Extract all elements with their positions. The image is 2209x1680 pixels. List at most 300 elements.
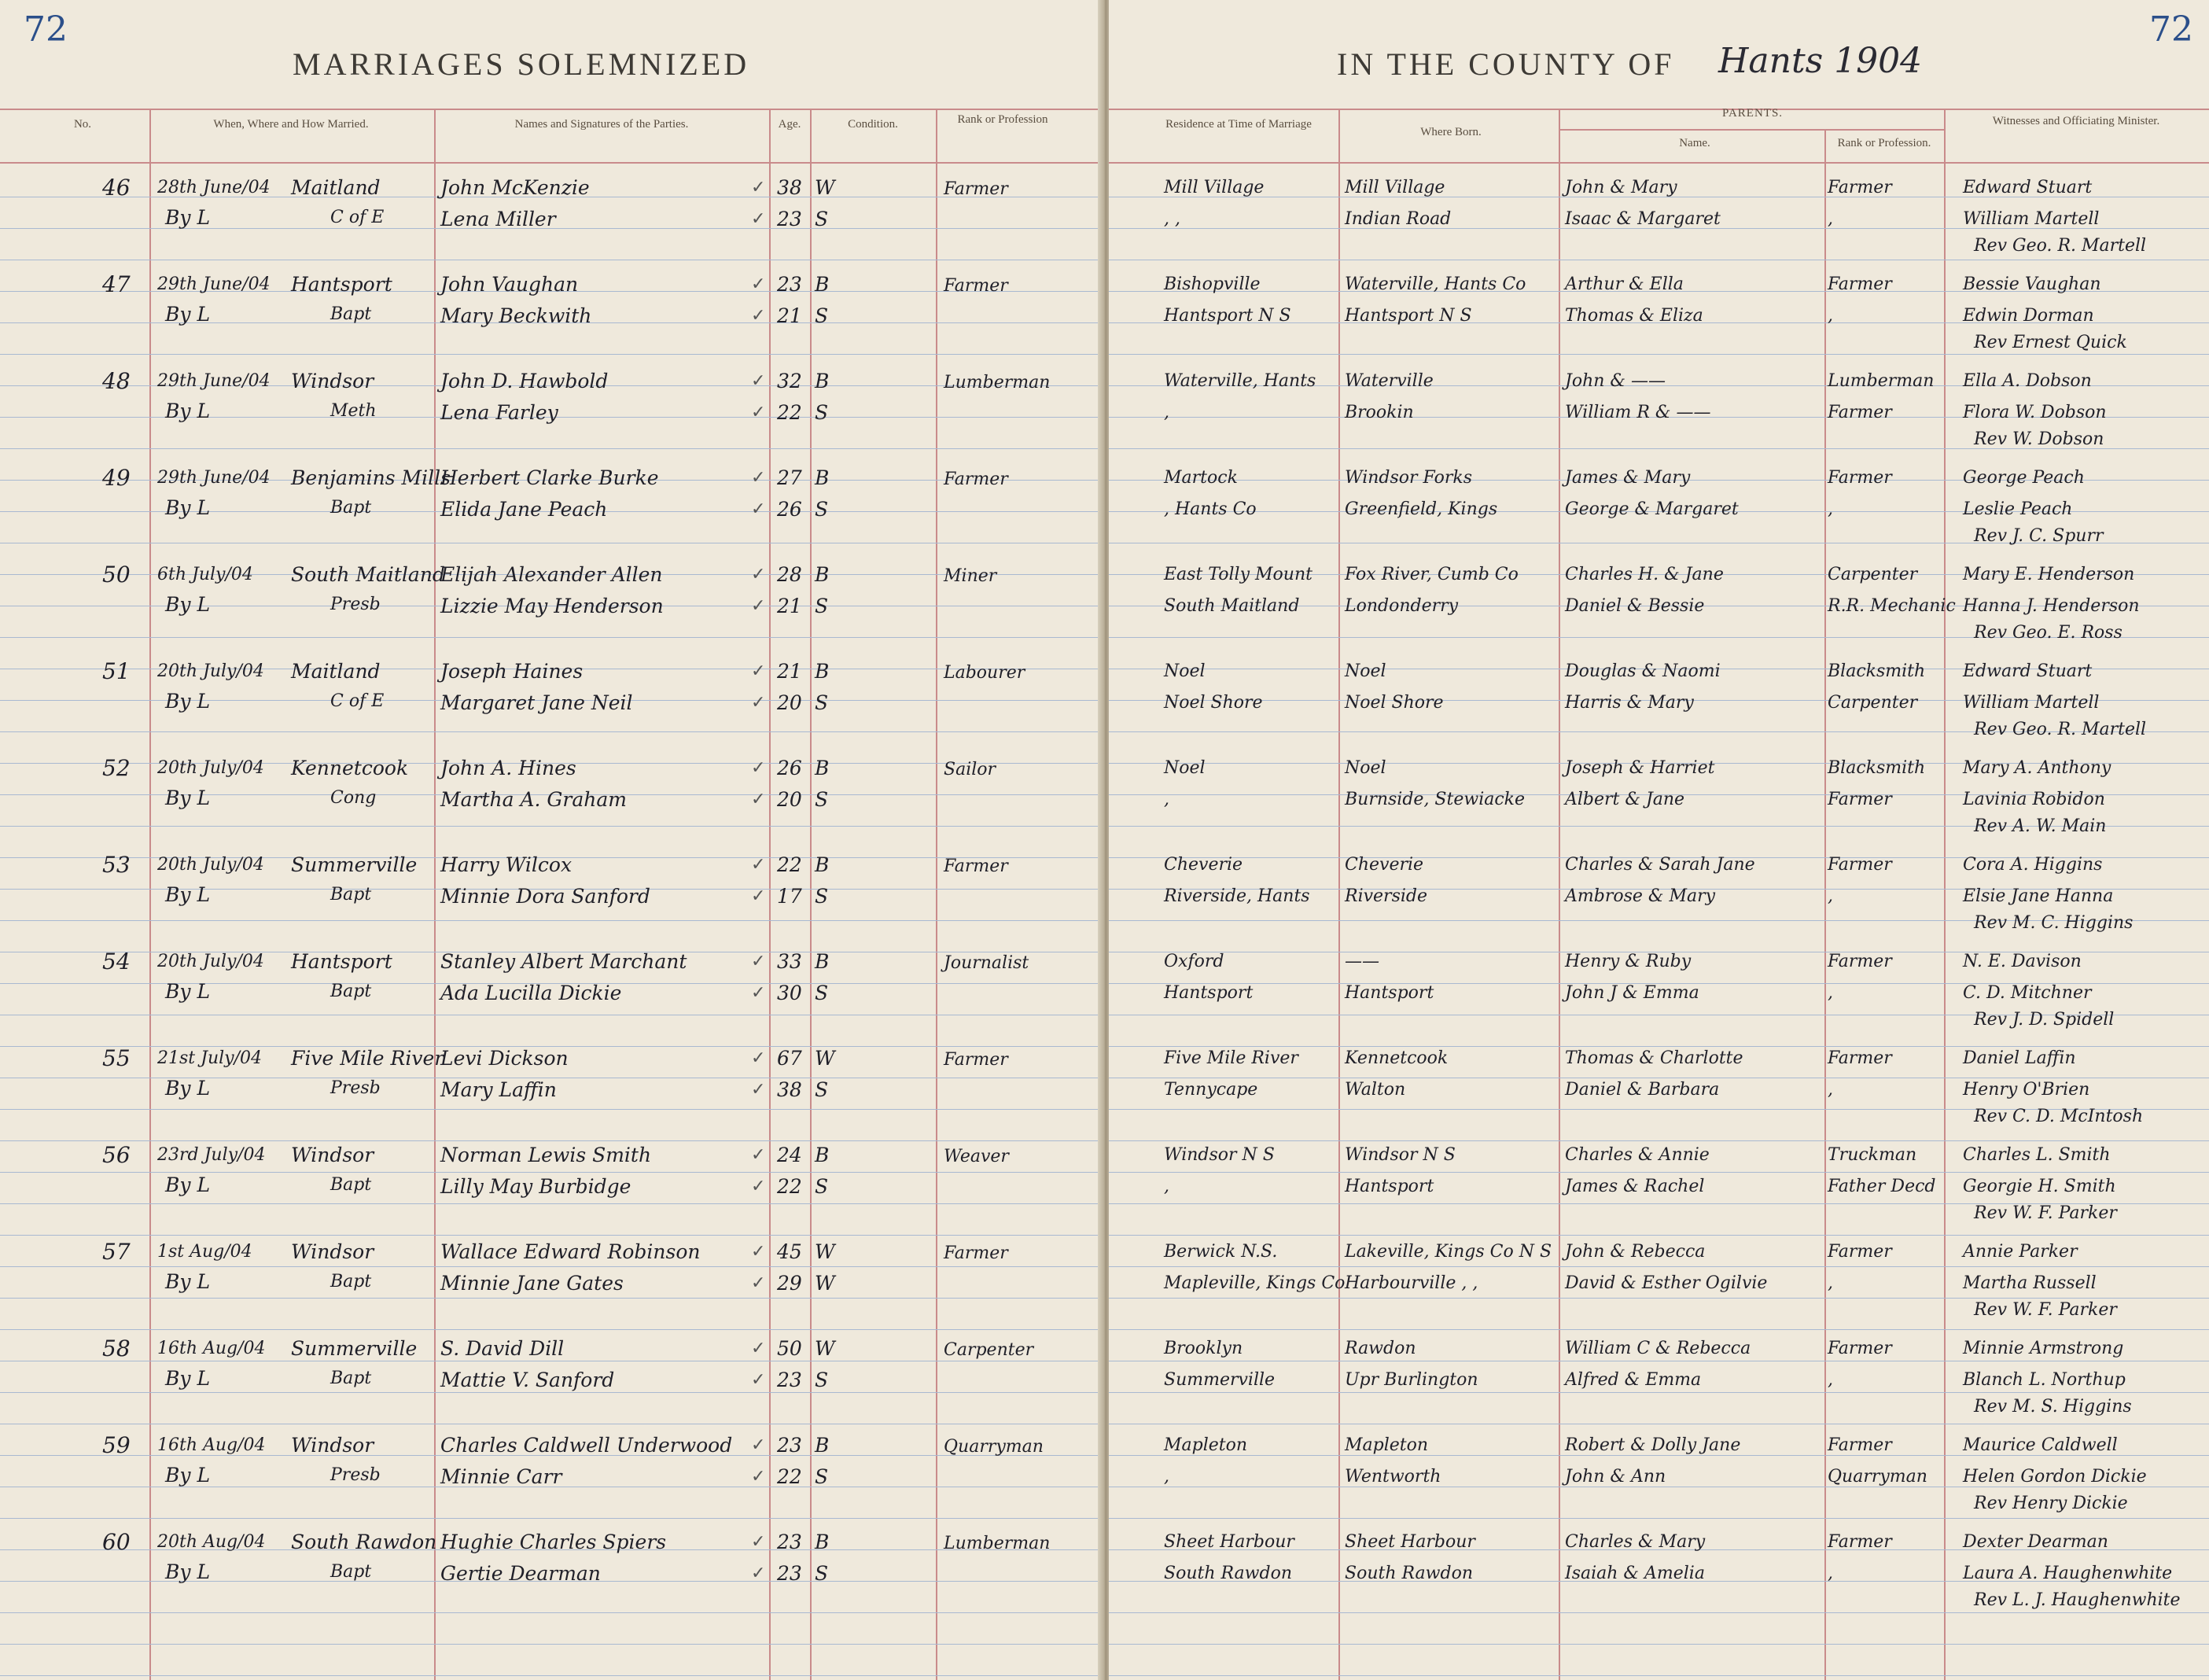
- column-rule: [769, 109, 771, 1680]
- header-when: When, Where and How Married.: [213, 118, 369, 131]
- parent-rank-groom: Farmer: [1828, 1532, 1892, 1552]
- parent-rank-groom: Truckman: [1828, 1145, 1917, 1165]
- ruled-line: [1109, 1298, 2209, 1299]
- witness-2: William Martell: [1963, 209, 2100, 229]
- groom-condition: B: [815, 757, 830, 779]
- ruled-line: [1109, 1140, 2209, 1141]
- marriage-date: 23rd July/04: [157, 1145, 266, 1165]
- witness-2: Lavinia Robidon: [1963, 790, 2105, 809]
- entry-number: 55: [102, 1045, 131, 1071]
- witness-2: Edwin Dorman: [1963, 306, 2094, 326]
- check-mark: ✓: [751, 1145, 766, 1165]
- bride-age: 30: [777, 982, 802, 1004]
- parent-rank-groom: Blacksmith: [1828, 758, 1926, 778]
- check-mark: ✓: [751, 468, 766, 488]
- birthplace-groom: Kennetcook: [1345, 1048, 1449, 1068]
- birthplace-bride: Upr Burlington: [1345, 1370, 1478, 1390]
- column-rule: [810, 109, 812, 1680]
- groom-name: John D. Hawbold: [440, 370, 609, 392]
- ruled-line: [0, 1266, 1101, 1267]
- parents-bride: Daniel & Barbara: [1565, 1080, 1720, 1100]
- witness-1: Maurice Caldwell: [1963, 1435, 2118, 1455]
- parent-rank-groom: Farmer: [1828, 468, 1892, 488]
- residence-bride: ,: [1164, 1467, 1169, 1487]
- officiating-minister: Rev Geo. R. Martell: [1974, 720, 2147, 739]
- officiating-minister: Rev L. J. Haughenwhite: [1974, 1590, 2181, 1610]
- residence-groom: Cheverie: [1164, 855, 1243, 875]
- groom-rank-profession: Journalist: [944, 953, 1029, 973]
- header-no: No.: [73, 118, 92, 131]
- parent-rank-bride: ,: [1828, 209, 1833, 229]
- ruled-line: [1109, 1392, 2209, 1393]
- bride-name: Gertie Dearman: [440, 1562, 601, 1585]
- ruled-line: [1109, 1455, 2209, 1456]
- groom-age: 45: [777, 1240, 802, 1263]
- marriage-place: Benjamins Mills: [291, 466, 451, 489]
- marriage-place: Kennetcook: [291, 757, 409, 779]
- birthplace-bride: Wentworth: [1345, 1467, 1441, 1487]
- ruled-line: [0, 731, 1101, 732]
- witness-2: Leslie Peach: [1963, 499, 2073, 519]
- parents-bride: Albert & Jane: [1565, 790, 1685, 809]
- groom-age: 23: [777, 1531, 802, 1553]
- bride-age: 20: [777, 788, 802, 811]
- county-name-handwritten: Hants 1904: [1718, 41, 1923, 81]
- bride-name: Lizzie May Henderson: [440, 595, 664, 617]
- parent-rank-groom: Lumberman: [1828, 371, 1935, 391]
- denomination: C of E: [330, 691, 385, 711]
- groom-age: 21: [777, 660, 802, 683]
- check-mark: ✓: [751, 565, 766, 584]
- column-rule: [1824, 129, 1826, 1680]
- bride-age: 22: [777, 401, 802, 424]
- column-rule: [1559, 109, 1560, 1680]
- bride-condition: S: [815, 885, 829, 908]
- ruled-line: [1109, 1518, 2209, 1519]
- bride-condition: S: [815, 401, 829, 424]
- marriage-place: Summerville: [291, 1337, 418, 1360]
- officiating-minister: Rev M. S. Higgins: [1974, 1397, 2132, 1417]
- check-mark: ✓: [751, 952, 766, 971]
- parents-groom: John & ——: [1565, 371, 1666, 391]
- check-mark: ✓: [751, 1080, 766, 1100]
- marriage-method: By L: [165, 1464, 211, 1487]
- parent-rank-bride: ,: [1828, 1080, 1833, 1100]
- column-rule: [434, 109, 436, 1680]
- groom-name: Stanley Albert Marchant: [440, 950, 687, 973]
- residence-bride: ,: [1164, 1177, 1169, 1196]
- groom-age: 32: [777, 370, 802, 392]
- groom-name: Wallace Edward Robinson: [440, 1240, 701, 1263]
- birthplace-bride: Brookin: [1345, 403, 1414, 422]
- residence-bride: Mapleville, Kings Co: [1164, 1273, 1346, 1293]
- birthplace-groom: ——: [1345, 952, 1379, 971]
- parent-rank-bride: ,: [1828, 499, 1833, 519]
- witness-1: N. E. Davison: [1963, 952, 2082, 971]
- marriage-date: 28th June/04: [157, 178, 271, 197]
- residence-groom: Waterville, Hants: [1164, 371, 1316, 391]
- ruled-line: [0, 1644, 1101, 1645]
- ruled-line: [0, 354, 1101, 355]
- groom-age: 33: [777, 950, 802, 973]
- groom-name: John McKenzie: [440, 176, 590, 199]
- header-rule-top: [1109, 109, 2209, 110]
- check-mark: ✓: [751, 1177, 766, 1196]
- entry-number: 50: [102, 562, 131, 588]
- page-title: IN THE COUNTY OF: [1337, 46, 1675, 82]
- check-mark: ✓: [751, 1370, 766, 1390]
- ruled-line: [0, 1172, 1101, 1173]
- parents-bride: George & Margaret: [1565, 499, 1739, 519]
- residence-groom: East Tolly Mount: [1164, 565, 1313, 584]
- check-mark: ✓: [751, 693, 766, 713]
- birthplace-groom: Windsor N S: [1345, 1145, 1456, 1165]
- check-mark: ✓: [751, 790, 766, 809]
- check-mark: ✓: [751, 758, 766, 778]
- parent-rank-groom: Farmer: [1828, 178, 1892, 197]
- ruled-line: [0, 1203, 1101, 1204]
- marriage-date: 21st July/04: [157, 1048, 262, 1068]
- parents-bride: Harris & Mary: [1565, 693, 1694, 713]
- check-mark: ✓: [751, 661, 766, 681]
- witness-2: Flora W. Dobson: [1963, 403, 2107, 422]
- marriage-date: 16th Aug/04: [157, 1339, 266, 1358]
- parent-rank-bride: ,: [1828, 983, 1833, 1003]
- groom-rank-profession: Lumberman: [944, 1534, 1051, 1553]
- birthplace-groom: Waterville, Hants Co: [1345, 274, 1526, 294]
- groom-rank-profession: Weaver: [944, 1147, 1009, 1166]
- groom-name: Elijah Alexander Allen: [440, 563, 663, 586]
- groom-age: 67: [777, 1047, 802, 1070]
- parent-rank-bride: Farmer: [1828, 403, 1892, 422]
- check-mark: ✓: [751, 1273, 766, 1293]
- groom-name: Norman Lewis Smith: [440, 1144, 652, 1166]
- marriage-date: 29th June/04: [157, 371, 271, 391]
- residence-groom: Noel: [1164, 661, 1206, 681]
- witness-2: Georgie H. Smith: [1963, 1177, 2116, 1196]
- page-number: 72: [24, 9, 68, 50]
- marriage-method: By L: [165, 303, 211, 326]
- birthplace-groom: Sheet Harbour: [1345, 1532, 1475, 1552]
- groom-condition: W: [815, 1337, 835, 1360]
- groom-rank-profession: Farmer: [944, 857, 1008, 876]
- bride-age: 21: [777, 595, 802, 617]
- witness-1: Bessie Vaughan: [1963, 274, 2101, 294]
- residence-groom: Mapleton: [1164, 1435, 1248, 1455]
- bride-age: 23: [777, 208, 802, 230]
- groom-age: 26: [777, 757, 802, 779]
- residence-groom: Windsor N S: [1164, 1145, 1275, 1165]
- parents-groom: Douglas & Naomi: [1565, 661, 1721, 681]
- bride-name: Margaret Jane Neil: [440, 691, 633, 714]
- witness-2: Henry O'Brien: [1963, 1080, 2090, 1100]
- bride-condition: S: [815, 304, 829, 327]
- witness-1: Minnie Armstrong: [1963, 1339, 2124, 1358]
- witness-2: Laura A. Haughenwhite: [1963, 1564, 2173, 1583]
- denomination: Bapt: [330, 1272, 372, 1291]
- denomination: Bapt: [330, 1369, 372, 1388]
- parent-rank-bride: ,: [1828, 306, 1833, 326]
- witness-1: George Peach: [1963, 468, 2085, 488]
- bride-condition: S: [815, 788, 829, 811]
- bride-age: 22: [777, 1465, 802, 1488]
- marriage-method: By L: [165, 400, 211, 422]
- denomination: Presb: [330, 595, 381, 614]
- witness-1: Ella A. Dobson: [1963, 371, 2092, 391]
- parents-groom: Arthur & Ella: [1565, 274, 1684, 294]
- bride-age: 38: [777, 1078, 802, 1101]
- residence-groom: Bishopville: [1164, 274, 1261, 294]
- denomination: Presb: [330, 1078, 381, 1098]
- header-witnesses: Witnesses and Officiating Minister.: [1992, 115, 2160, 127]
- groom-name: Levi Dickson: [440, 1047, 569, 1070]
- witness-2: Martha Russell: [1963, 1273, 2097, 1293]
- ruled-line: [0, 1235, 1101, 1236]
- witness-2: Blanch L. Northup: [1963, 1370, 2126, 1390]
- marriage-place: South Maitland: [291, 563, 445, 586]
- check-mark: ✓: [751, 1564, 766, 1583]
- residence-bride: Hantsport: [1164, 983, 1254, 1003]
- witness-2: C. D. Mitchner: [1963, 983, 2092, 1003]
- residence-bride: South Maitland: [1164, 596, 1300, 616]
- bride-condition: S: [815, 595, 829, 617]
- entry-number: 53: [102, 852, 131, 878]
- groom-condition: W: [815, 1240, 835, 1263]
- marriage-method: By L: [165, 690, 211, 713]
- birthplace-bride: Walton: [1345, 1080, 1406, 1100]
- groom-rank-profession: Labourer: [944, 663, 1025, 683]
- bride-condition: W: [815, 1272, 835, 1295]
- check-mark: ✓: [751, 596, 766, 616]
- groom-rank-profession: Sailor: [944, 760, 996, 779]
- parents-groom: Charles H. & Jane: [1565, 565, 1724, 584]
- ruled-line: [1109, 1675, 2209, 1676]
- residence-groom: Sheet Harbour: [1164, 1532, 1294, 1552]
- birthplace-bride: Londonderry: [1345, 596, 1459, 616]
- marriage-place: Hantsport: [291, 950, 392, 973]
- ruled-line: [0, 1329, 1101, 1330]
- bride-condition: S: [815, 1562, 829, 1585]
- check-mark: ✓: [751, 306, 766, 326]
- header-rule-bottom: [1109, 162, 2209, 164]
- header-parents: PARENTS.: [1722, 107, 1784, 120]
- birthplace-groom: Cheverie: [1345, 855, 1424, 875]
- witness-1: Annie Parker: [1963, 1242, 2078, 1262]
- birthplace-bride: South Rawdon: [1345, 1564, 1474, 1583]
- marriage-method: By L: [165, 496, 211, 519]
- marriage-method: By L: [165, 1077, 211, 1100]
- marriage-method: By L: [165, 1173, 211, 1196]
- groom-age: 50: [777, 1337, 802, 1360]
- groom-rank-profession: Miner: [944, 566, 997, 586]
- groom-name: Hughie Charles Spiers: [440, 1531, 667, 1553]
- marriage-place: Five Mile River: [291, 1047, 444, 1070]
- check-mark: ✓: [751, 371, 766, 391]
- residence-groom: Noel: [1164, 758, 1206, 778]
- parent-rank-groom: Farmer: [1828, 1435, 1892, 1455]
- parents-bride: John J & Emma: [1565, 983, 1699, 1003]
- column-rule: [1338, 109, 1340, 1680]
- parents-groom: John & Mary: [1565, 178, 1677, 197]
- marriage-method: By L: [165, 1367, 211, 1390]
- residence-groom: Berwick N.S.: [1164, 1242, 1278, 1262]
- bride-age: 20: [777, 691, 802, 714]
- parents-bride: Thomas & Eliza: [1565, 306, 1703, 326]
- check-mark: ✓: [751, 1242, 766, 1262]
- parents-groom: John & Rebecca: [1565, 1242, 1706, 1262]
- check-mark: ✓: [751, 855, 766, 875]
- birthplace-groom: Rawdon: [1345, 1339, 1416, 1358]
- header-parent-rank: Rank or Profession.: [1837, 137, 1931, 149]
- parents-bride: Isaac & Margaret: [1565, 209, 1721, 229]
- parents-groom: Thomas & Charlotte: [1565, 1048, 1743, 1068]
- groom-condition: W: [815, 1047, 835, 1070]
- bride-condition: S: [815, 1078, 829, 1101]
- ruled-line: [0, 1392, 1101, 1393]
- groom-name: S. David Dill: [440, 1337, 565, 1360]
- ruled-line: [1109, 1172, 2209, 1173]
- birthplace-groom: Waterville: [1345, 371, 1434, 391]
- marriage-place: Maitland: [291, 660, 381, 683]
- marriage-date: 20th July/04: [157, 758, 264, 778]
- parent-rank-bride: Father Decd: [1828, 1177, 1936, 1196]
- groom-condition: B: [815, 853, 830, 876]
- entry-number: 51: [102, 658, 131, 684]
- groom-rank-profession: Farmer: [944, 276, 1008, 296]
- bride-name: Minnie Dora Sanford: [440, 885, 650, 908]
- officiating-minister: Rev C. D. McIntosh: [1974, 1107, 2144, 1126]
- birthplace-bride: Noel Shore: [1345, 693, 1444, 713]
- groom-condition: B: [815, 273, 830, 296]
- groom-condition: W: [815, 176, 835, 199]
- witness-2: William Martell: [1963, 693, 2100, 713]
- parent-rank-bride: Carpenter: [1828, 693, 1918, 713]
- bride-name: Ada Lucilla Dickie: [440, 982, 622, 1004]
- birthplace-bride: Riverside: [1345, 886, 1427, 906]
- groom-name: John A. Hines: [440, 757, 576, 779]
- officiating-minister: Rev J. C. Spurr: [1974, 526, 2104, 546]
- page-title: MARRIAGES SOLEMNIZED: [293, 46, 750, 82]
- groom-condition: B: [815, 1434, 830, 1457]
- check-mark: ✓: [751, 983, 766, 1003]
- bride-condition: S: [815, 498, 829, 521]
- check-mark: ✓: [751, 1532, 766, 1552]
- parents-groom: Joseph & Harriet: [1565, 758, 1715, 778]
- residence-groom: Oxford: [1164, 952, 1224, 971]
- entry-number: 56: [102, 1142, 131, 1168]
- parents-bride: Isaiah & Amelia: [1565, 1564, 1705, 1583]
- column-rule: [149, 109, 151, 1680]
- ruled-line: [1109, 1046, 2209, 1047]
- groom-name: Joseph Haines: [440, 660, 584, 683]
- check-mark: ✓: [751, 1435, 766, 1455]
- residence-groom: Brooklyn: [1164, 1339, 1243, 1358]
- denomination: Bapt: [330, 885, 372, 904]
- parent-rank-groom: Carpenter: [1828, 565, 1918, 584]
- column-rule: [1944, 109, 1946, 1680]
- parent-rank-groom: Farmer: [1828, 1339, 1892, 1358]
- witness-1: Mary E. Henderson: [1963, 565, 2135, 584]
- parent-rank-groom: Blacksmith: [1828, 661, 1926, 681]
- check-mark: ✓: [751, 403, 766, 422]
- bride-age: 23: [777, 1369, 802, 1391]
- bride-name: Minnie Jane Gates: [440, 1272, 624, 1295]
- header-age: Age.: [778, 118, 801, 131]
- witness-1: Cora A. Higgins: [1963, 855, 2103, 875]
- entry-number: 49: [102, 465, 131, 491]
- parent-rank-bride: R.R. Mechanic: [1828, 596, 1956, 616]
- bride-age: 17: [777, 885, 802, 908]
- page-number: 72: [2149, 9, 2193, 50]
- marriage-place: South Rawdon: [291, 1531, 437, 1553]
- groom-condition: B: [815, 1531, 830, 1553]
- parents-groom: Charles & Annie: [1565, 1145, 1710, 1165]
- entry-number: 60: [102, 1529, 131, 1555]
- birthplace-bride: Greenfield, Kings: [1345, 499, 1498, 519]
- bride-name: Lilly May Burbidge: [440, 1175, 631, 1198]
- register-right-page: [1109, 0, 2209, 1680]
- parents-bride: James & Rachel: [1565, 1177, 1705, 1196]
- marriage-date: 20th July/04: [157, 661, 264, 681]
- ruled-line: [1109, 1612, 2209, 1613]
- witness-2: Hanna J. Henderson: [1963, 596, 2140, 616]
- marriage-date: 29th June/04: [157, 468, 271, 488]
- parent-rank-bride: Farmer: [1828, 790, 1892, 809]
- witness-2: Elsie Jane Hanna: [1963, 886, 2114, 906]
- check-mark: ✓: [751, 209, 766, 229]
- parent-rank-groom: Farmer: [1828, 1048, 1892, 1068]
- bride-name: Mary Beckwith: [440, 304, 592, 327]
- residence-bride: Tennycape: [1164, 1080, 1258, 1100]
- check-mark: ✓: [751, 1339, 766, 1358]
- officiating-minister: Rev W. Dobson: [1974, 429, 2104, 449]
- bride-name: Lena Miller: [440, 208, 556, 230]
- groom-name: Harry Wilcox: [440, 853, 572, 876]
- parents-bride: John & Ann: [1565, 1467, 1666, 1487]
- marriage-date: 1st Aug/04: [157, 1242, 252, 1262]
- birthplace-groom: Lakeville, Kings Co N S: [1345, 1242, 1552, 1262]
- denomination: Bapt: [330, 1175, 372, 1195]
- marriage-place: Windsor: [291, 1434, 374, 1457]
- check-mark: ✓: [751, 178, 766, 197]
- witness-1: Mary A. Anthony: [1963, 758, 2111, 778]
- officiating-minister: Rev Ernest Quick: [1974, 333, 2127, 352]
- birthplace-groom: Noel: [1345, 661, 1386, 681]
- marriage-method: By L: [165, 883, 211, 906]
- parent-rank-bride: ,: [1828, 1564, 1833, 1583]
- bride-age: 26: [777, 498, 802, 521]
- ruled-line: [1109, 1644, 2209, 1645]
- bride-condition: S: [815, 1175, 829, 1198]
- birthplace-groom: Windsor Forks: [1345, 468, 1473, 488]
- ruled-line: [0, 1109, 1101, 1110]
- residence-bride: , Hants Co: [1164, 499, 1257, 519]
- parent-rank-groom: Farmer: [1828, 952, 1892, 971]
- parents-bride: Ambrose & Mary: [1565, 886, 1716, 906]
- bride-name: Mattie V. Sanford: [440, 1369, 615, 1391]
- birthplace-groom: Noel: [1345, 758, 1386, 778]
- denomination: Bapt: [330, 982, 372, 1001]
- parents-groom: Charles & Sarah Jane: [1565, 855, 1755, 875]
- bride-age: 22: [777, 1175, 802, 1198]
- parent-rank-bride: ,: [1828, 1370, 1833, 1390]
- bride-condition: S: [815, 208, 829, 230]
- officiating-minister: Rev Geo. R. Martell: [1974, 236, 2147, 256]
- entry-number: 59: [102, 1432, 131, 1458]
- header-parent-name: Name.: [1679, 137, 1710, 149]
- ruled-line: [0, 637, 1101, 638]
- groom-name: Charles Caldwell Underwood: [440, 1434, 733, 1457]
